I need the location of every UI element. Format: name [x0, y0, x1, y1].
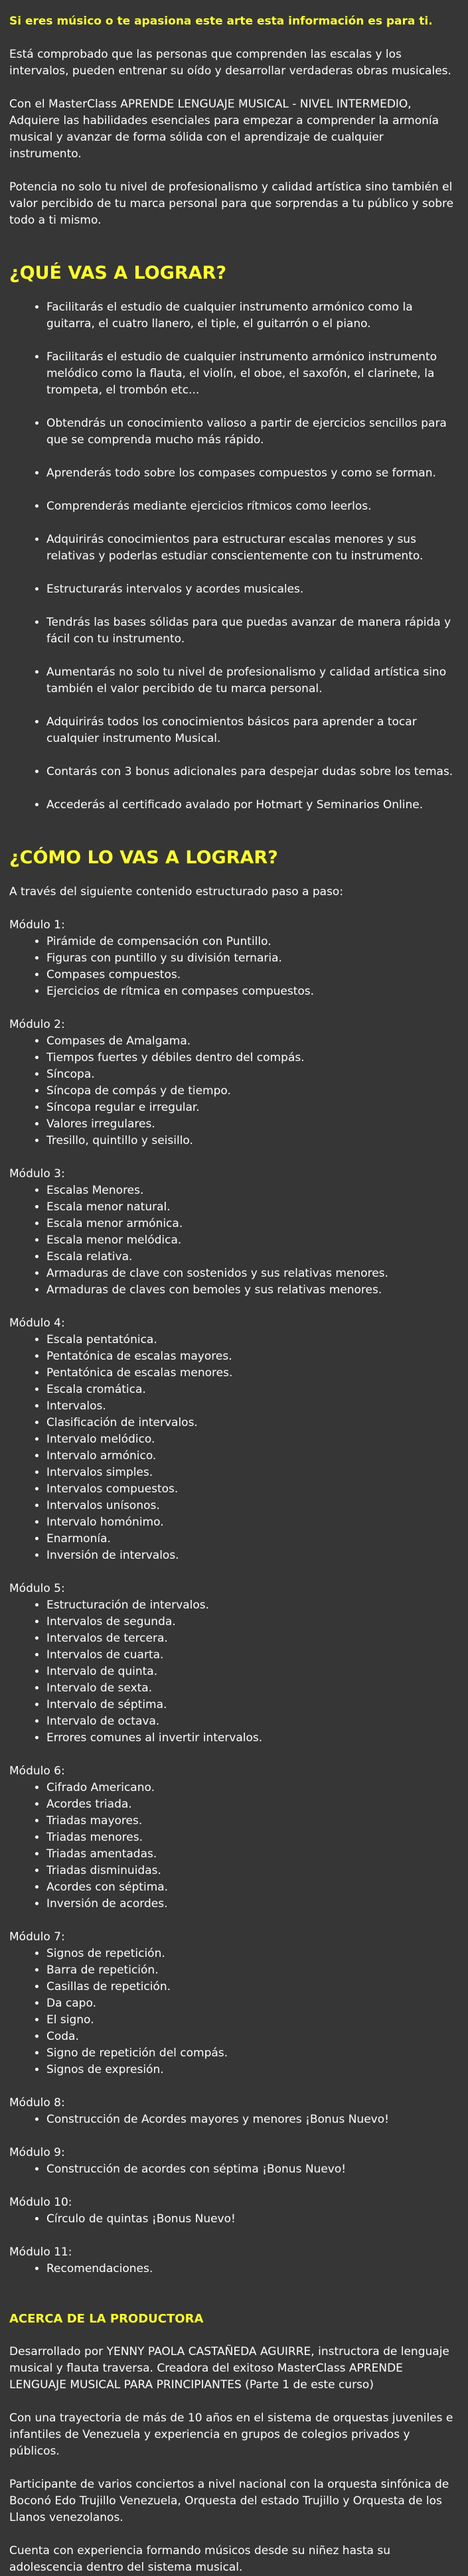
module-topic: • Triadas disminuidas.	[46, 1863, 459, 1879]
intro-section	[9, 13, 459, 229]
achievement-item: • Contarás con 3 bonus adicionales para despejar dudas sobre los temas.	[46, 764, 459, 780]
module-block	[9, 2194, 459, 2228]
module-topics	[9, 934, 459, 1000]
module-topic: • Compases compuestos.	[46, 967, 459, 983]
producer-paragraph: Desarrollado por YENNY PAOLA CASTAÑEDA AGUIRRE, instructora de lenguaje musical y flauta traversa. Creadora del exitoso MasterClass APRENDE LENGUAJE MUSICAL PARA PRINCIPIANTES (Parte 1 de este curso)	[9, 2345, 449, 2392]
module-block	[9, 1017, 459, 1149]
module-block	[9, 2145, 459, 2178]
module-topics	[9, 2111, 459, 2128]
module-topics	[9, 1182, 459, 1299]
module-title: Módulo 11:	[9, 2246, 72, 2259]
intro-paragraph: Con el MasterClass APRENDE LENGUAJE MUSICAL - NIVEL INTERMEDIO, Adquiere las habilidades esenciales para empezar a comprender la armonía musical y avanzar de forma sólida con el aprendizaje de cualquier instrumento.	[9, 98, 439, 161]
module-title: Módulo 2:	[9, 1018, 65, 1031]
achievement-item: • Tendrás las bases sólidas para que puedas avanzar de manera rápida y fácil con tu instrumento.	[46, 614, 459, 648]
module-topics	[9, 2211, 459, 2228]
module-topic: • Intervalo de quinta.	[46, 1664, 459, 1680]
module-topic: • Signos de repetición.	[46, 1946, 459, 1962]
module-title: Módulo 5:	[9, 1582, 65, 1595]
module-topic: • Signos de expresión.	[46, 2062, 459, 2078]
module-topic: • Intervalos unísonos.	[46, 1498, 459, 1514]
module-block	[9, 1929, 459, 2078]
module-topics	[9, 1332, 459, 1564]
module-topic: • Pentatónica de escalas menores.	[46, 1365, 459, 1382]
module-topic: • Barra de repetición.	[46, 1962, 459, 1979]
module-topic: • Recomendaciones.	[46, 2261, 459, 2277]
module-topic: • Tresillo, quintillo y seisillo.	[46, 1133, 459, 1149]
module-block	[9, 917, 459, 1000]
module-topic: • Inversión de intervalos.	[46, 1547, 459, 1564]
module-topic: • Casillas de repetición.	[46, 1979, 459, 1995]
how-section	[9, 847, 459, 2277]
module-title: Módulo 6:	[9, 1764, 65, 1778]
module-topic: • Armaduras de claves con bemoles y sus relativas menores.	[46, 1282, 459, 1299]
module-title: Módulo 10:	[9, 2196, 72, 2209]
achievement-item: • Aumentarás no solo tu nivel de profesionalismo y calidad artística sino también el valor percibido de tu marca personal.	[46, 664, 459, 697]
module-title: Módulo 8:	[9, 2096, 65, 2110]
module-topic: • Síncopa regular e irregular.	[46, 1100, 459, 1116]
module-block	[9, 1166, 459, 1299]
achievement-item: • Aprenderás todo sobre los compases compuestos y como se forman.	[46, 465, 459, 482]
module-title: Módulo 9:	[9, 2146, 65, 2159]
module-topic: • Escala menor melódica.	[46, 1232, 459, 1249]
module-topic: • Figuras con puntillo y su división ternaria.	[46, 950, 459, 967]
module-topic: • Intervalo melódico.	[46, 1431, 459, 1448]
module-topics	[9, 1780, 459, 1912]
modules-list	[9, 917, 459, 2277]
module-topic: • Intervalo de sexta.	[46, 1680, 459, 1697]
how-intro: A través del siguiente contenido estructurado paso a paso:	[9, 885, 344, 898]
module-topic: • Intervalos simples.	[46, 1465, 459, 1481]
module-topic: • Escala relativa.	[46, 1249, 459, 1265]
module-block	[9, 1763, 459, 1912]
module-topic: • Pentatónica de escalas mayores.	[46, 1348, 459, 1365]
module-topic: • Escalas Menores.	[46, 1182, 459, 1199]
module-topic: • Escala pentatónica.	[46, 1332, 459, 1348]
module-topic: • Enarmonía.	[46, 1531, 459, 1547]
producer-section	[9, 2311, 459, 2576]
module-topic: • Acordes con séptima.	[46, 1879, 459, 1896]
module-topic: • Intervalos.	[46, 1398, 459, 1415]
module-block	[9, 2095, 459, 2128]
module-topic: • Tiempos fuertes y débiles dentro del compás.	[46, 1050, 459, 1066]
module-topic: • Intervalo de octava.	[46, 1713, 459, 1730]
module-topic: • Escala menor armónica.	[46, 1216, 459, 1232]
achievement-item: • Facilitarás el estudio de cualquier instrumento armónico instrumento melódico como la flauta, el violín, el oboe, el saxofón, el clarinete, la trompeta, el trombón etc...	[46, 349, 459, 399]
module-topic: • Círculo de quintas ¡Bonus Nuevo!	[46, 2211, 459, 2228]
module-topic: • Síncopa de compás y de tiempo.	[46, 1083, 459, 1100]
module-topic: • Intervalos compuestos.	[46, 1481, 459, 1498]
module-block	[9, 1581, 459, 1747]
module-topic: • Acordes triada.	[46, 1796, 459, 1813]
module-topic: • Ejercicios de rítmica en compases compuestos.	[46, 983, 459, 1000]
module-topic: • Da capo.	[46, 1995, 459, 2012]
module-topic: • El signo.	[46, 2012, 459, 2029]
achievement-item: • Adquirirás todos los conocimientos básicos para aprender a tocar cualquier instrumento Musical.	[46, 714, 459, 747]
module-topic: • Pirámide de compensación con Puntillo.	[46, 934, 459, 950]
module-topic: • Compases de Amalgama.	[46, 1033, 459, 1050]
module-topic: • Construcción de Acordes mayores y menores ¡Bonus Nuevo!	[46, 2111, 459, 2128]
achievement-item: • Accederás al certificado avalado por Hotmart y Seminarios Online.	[46, 797, 459, 814]
module-topic: • Estructuración de intervalos.	[46, 1597, 459, 1614]
module-topic: • Intervalos de cuarta.	[46, 1647, 459, 1664]
intro-paragraph: Está comprobado que las personas que comprenden las escalas y los intervalos, pueden entrenar su oído y desarrollar verdaderas obras musicales.	[9, 48, 451, 78]
achievement-item: • Obtendrás un conocimiento valioso a partir de ejercicios sencillos para que se comprenda mucho más rápido.	[46, 415, 459, 449]
producer-paragraph: Participante de varios conciertos a nivel nacional con la orquesta sinfónica de Boconó Edo Trujillo Venezuela, Orquesta del estado Trujillo y Orquesta de los Llanos venezolanos.	[9, 2478, 449, 2524]
module-topic: • Intervalo homónimo.	[46, 1514, 459, 1531]
module-topic: • Coda.	[46, 2029, 459, 2045]
module-title: Módulo 4:	[9, 1317, 65, 1330]
module-title: Módulo 7:	[9, 1930, 65, 1944]
module-block	[9, 1315, 459, 1564]
achievement-item: • Adquirirás conocimientos para estructurar escalas menores y sus relativas y poderlas estudiar conscientemente con tu instrumento.	[46, 532, 459, 565]
module-topics	[9, 1597, 459, 1747]
producer-paragraph: Con una trayectoria de más de 10 años en el sistema de orquestas juveniles e infantiles de Venezuela y experiencia en grupos de colegios privados y públicos.	[9, 2411, 453, 2458]
achievement-item: • Comprenderás mediante ejercicios rítmicos como leerlos.	[46, 498, 459, 515]
module-topic: • Signo de repetición del compás.	[46, 2045, 459, 2062]
module-topic: • Escala cromática.	[46, 1382, 459, 1398]
module-topic: • Valores irregulares.	[46, 1116, 459, 1133]
achievement-item: • Facilitarás el estudio de cualquier instrumento armónico como la guitarra, el cuatro llanero, el tiple, el guitarrón o el piano.	[46, 299, 459, 332]
module-topic: • Triadas amentadas.	[46, 1846, 459, 1863]
module-topic: • Clasificación de intervalos.	[46, 1415, 459, 1431]
module-topics	[9, 2161, 459, 2178]
intro-headline: Si eres músico o te apasiona este arte esta información es para ti.	[9, 15, 433, 28]
module-topic: • Intervalos de tercera.	[46, 1630, 459, 1647]
intro-paragraph: Potencia no solo tu nivel de profesionalismo y calidad artística sino también el valor percibido de tu marca personal para que sorprendas a tu público y sobre todo a ti mismo.	[9, 180, 454, 227]
achievement-item: • Estructurarás intervalos y acordes musicales.	[46, 581, 459, 598]
module-topics	[9, 2261, 459, 2277]
module-topic: • Inversión de acordes.	[46, 1896, 459, 1912]
module-title: Módulo 3:	[9, 1167, 65, 1181]
module-topic: • Triadas mayores.	[46, 1813, 459, 1829]
module-topic: • Errores comunes al invertir intervalos.	[46, 1730, 459, 1747]
module-title: Módulo 1:	[9, 918, 65, 932]
module-topic: • Escala menor natural.	[46, 1199, 459, 1216]
module-topic: • Armaduras de clave con sostenidos y sus relativas menores.	[46, 1265, 459, 1282]
achievements-section	[9, 262, 459, 814]
how-title: ¿CÓMO LO VAS A LOGRAR?	[9, 847, 278, 868]
module-topics	[9, 1946, 459, 2078]
module-topic: • Cifrado Americano.	[46, 1780, 459, 1796]
module-topic: • Síncopa.	[46, 1066, 459, 1083]
module-topics	[9, 1033, 459, 1149]
producer-title: ACERCA DE LA PRODUCTORA	[9, 2312, 204, 2326]
achievements-list	[9, 299, 459, 814]
module-topic: • Construcción de acordes con séptima ¡Bonus Nuevo!	[46, 2161, 459, 2178]
module-topic: • Intervalos de segunda.	[46, 1614, 459, 1630]
producer-paragraph: Cuenta con experiencia formando músicos desde su niñez hasta su adolescencia dentro del sistema musical.	[9, 2544, 390, 2574]
module-topic: • Triadas menores.	[46, 1829, 459, 1846]
module-block	[9, 2244, 459, 2277]
module-topic: • Intervalo de séptima.	[46, 1697, 459, 1713]
module-topic: • Intervalo armónico.	[46, 1448, 459, 1465]
achievements-title: ¿QUÉ VAS A LOGRAR?	[9, 263, 226, 283]
